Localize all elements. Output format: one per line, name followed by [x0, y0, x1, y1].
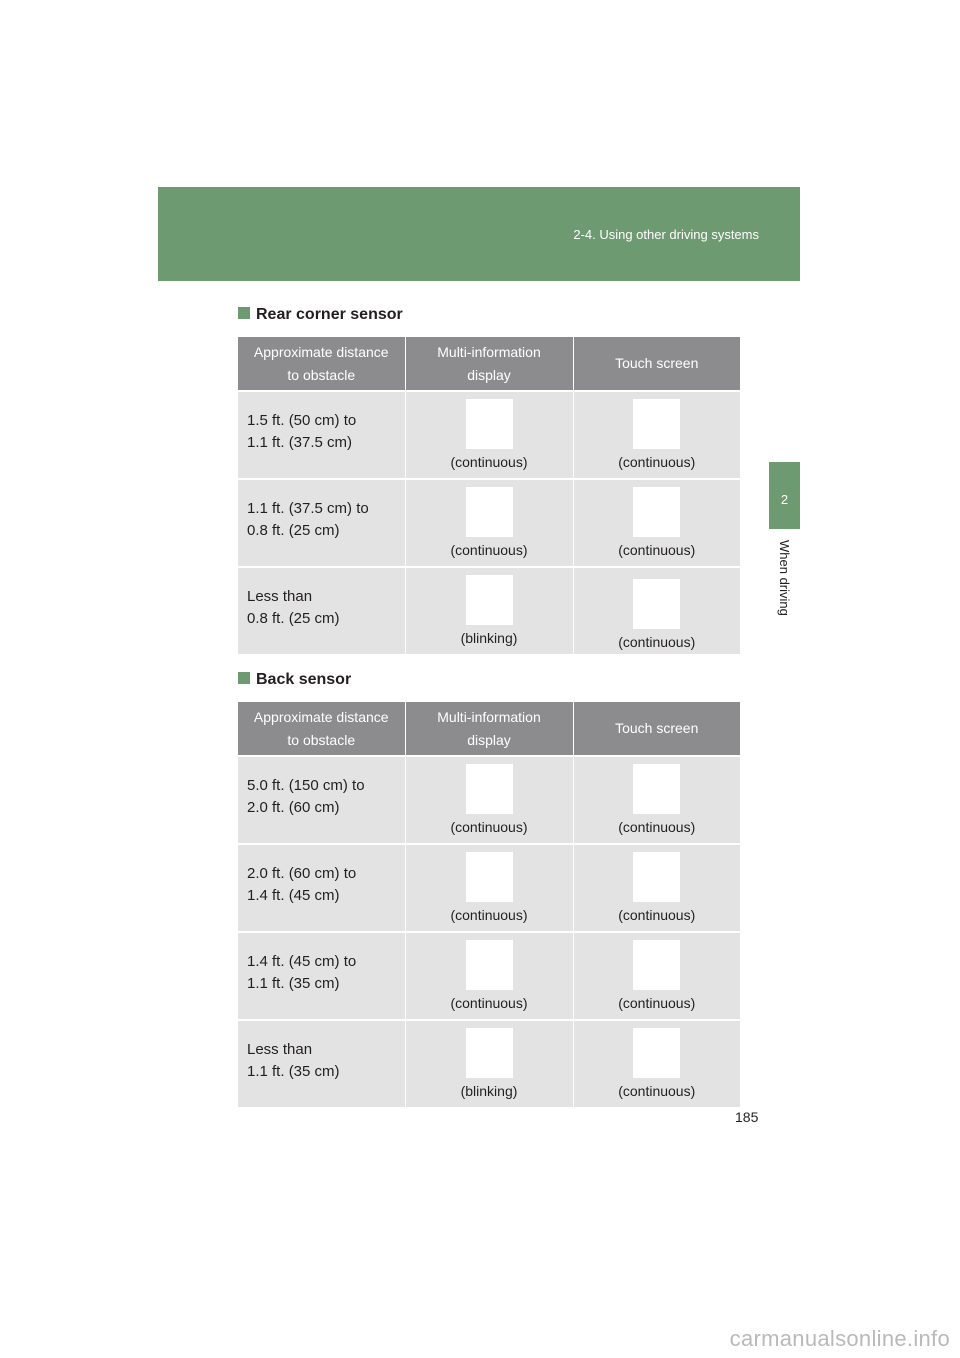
touch-screen-cell	[573, 1020, 740, 1107]
touch-screen-cell	[573, 567, 740, 654]
indicator-image	[633, 487, 680, 537]
indicator-image	[466, 764, 513, 814]
watermark: carmanualsonline.info	[729, 1326, 950, 1351]
multi-info-cell	[405, 756, 573, 844]
indicator-image	[633, 852, 680, 902]
page-number: 185	[735, 1109, 759, 1125]
distance-header	[238, 702, 405, 756]
touch-screen-header-text: Touch screen	[615, 355, 699, 371]
indicator-label: (continuous)	[618, 995, 696, 1011]
distance-header-text: Approximate distance to obstacle	[253, 343, 389, 383]
chapter-number: 2	[780, 492, 789, 507]
table-row	[238, 1020, 740, 1107]
multi-info-cell	[405, 479, 573, 567]
indicator-label: (blinking)	[460, 1083, 518, 1099]
chapter-header	[158, 187, 800, 281]
indicator-image	[466, 940, 513, 990]
square-bullet-icon	[238, 672, 250, 684]
indicator-label: (continuous)	[618, 1083, 696, 1099]
distance-header-text: Approximate distance to obstacle	[253, 708, 389, 748]
table-header-row	[238, 337, 740, 391]
multi-info-header-text: Multi-information display	[437, 343, 541, 383]
distance-cell	[238, 479, 405, 567]
indicator-label: (continuous)	[618, 819, 696, 835]
back-sensor-title	[238, 671, 351, 689]
indicator-label: (continuous)	[450, 542, 528, 558]
distance-cell	[238, 844, 405, 932]
chapter-label: When driving	[777, 540, 792, 616]
distance-cell	[238, 756, 405, 844]
table-row	[238, 391, 740, 479]
multi-info-cell	[405, 844, 573, 932]
indicator-label: (continuous)	[618, 634, 696, 650]
indicator-image	[633, 764, 680, 814]
indicator-label: (continuous)	[450, 995, 528, 1011]
indicator-image	[633, 399, 680, 449]
distance-text: Less than 0.8 ft. (25 cm)	[247, 588, 340, 627]
indicator-label: (continuous)	[450, 454, 528, 470]
indicator-label: (continuous)	[618, 454, 696, 470]
distance-cell	[238, 391, 405, 479]
indicator-label: (continuous)	[450, 907, 528, 923]
multi-info-header	[405, 702, 573, 756]
indicator-image	[466, 399, 513, 449]
indicator-image	[633, 579, 680, 629]
touch-screen-cell	[573, 479, 740, 567]
table-row	[238, 756, 740, 844]
rear-corner-table	[238, 337, 740, 654]
multi-info-cell	[405, 567, 573, 654]
touch-screen-header	[573, 702, 740, 756]
square-bullet-icon	[238, 307, 250, 319]
indicator-label: (blinking)	[460, 630, 518, 646]
chapter-tab	[769, 462, 800, 529]
distance-text: 1.5 ft. (50 cm) to 1.1 ft. (37.5 cm)	[247, 412, 357, 451]
indicator-image	[466, 575, 513, 625]
indicator-image	[466, 487, 513, 537]
table-header-row	[238, 702, 740, 756]
distance-header	[238, 337, 405, 391]
distance-text: 5.0 ft. (150 cm) to 2.0 ft. (60 cm)	[247, 777, 365, 816]
distance-cell	[238, 567, 405, 654]
rear-corner-title	[238, 306, 403, 324]
table-row	[238, 567, 740, 654]
indicator-image	[633, 940, 680, 990]
section-heading: 2-4. Using other driving systems	[573, 227, 759, 242]
touch-screen-cell	[573, 844, 740, 932]
distance-cell	[238, 932, 405, 1020]
distance-text: Less than 1.1 ft. (35 cm)	[247, 1041, 340, 1080]
touch-screen-cell	[573, 932, 740, 1020]
multi-info-cell	[405, 932, 573, 1020]
touch-screen-cell	[573, 391, 740, 479]
indicator-label: (continuous)	[618, 542, 696, 558]
distance-text: 1.1 ft. (37.5 cm) to 0.8 ft. (25 cm)	[247, 500, 369, 539]
distance-text: 1.4 ft. (45 cm) to 1.1 ft. (35 cm)	[247, 953, 357, 992]
table-row	[238, 479, 740, 567]
table-row	[238, 844, 740, 932]
indicator-label: (continuous)	[618, 907, 696, 923]
table-row	[238, 932, 740, 1020]
back-sensor-title-text: Back sensor	[256, 671, 352, 688]
touch-screen-cell	[573, 756, 740, 844]
indicator-image	[466, 852, 513, 902]
distance-cell	[238, 1020, 405, 1107]
indicator-label: (continuous)	[450, 819, 528, 835]
indicator-image	[633, 1028, 680, 1078]
multi-info-header	[405, 337, 573, 391]
rear-corner-title-text: Rear corner sensor	[256, 306, 403, 323]
indicator-image	[466, 1028, 513, 1078]
multi-info-header-text: Multi-information display	[437, 708, 541, 748]
touch-screen-header-text: Touch screen	[615, 720, 699, 736]
back-sensor-table	[238, 702, 740, 1107]
distance-text: 2.0 ft. (60 cm) to 1.4 ft. (45 cm)	[247, 865, 357, 904]
touch-screen-header	[573, 337, 740, 391]
multi-info-cell	[405, 391, 573, 479]
multi-info-cell	[405, 1020, 573, 1107]
